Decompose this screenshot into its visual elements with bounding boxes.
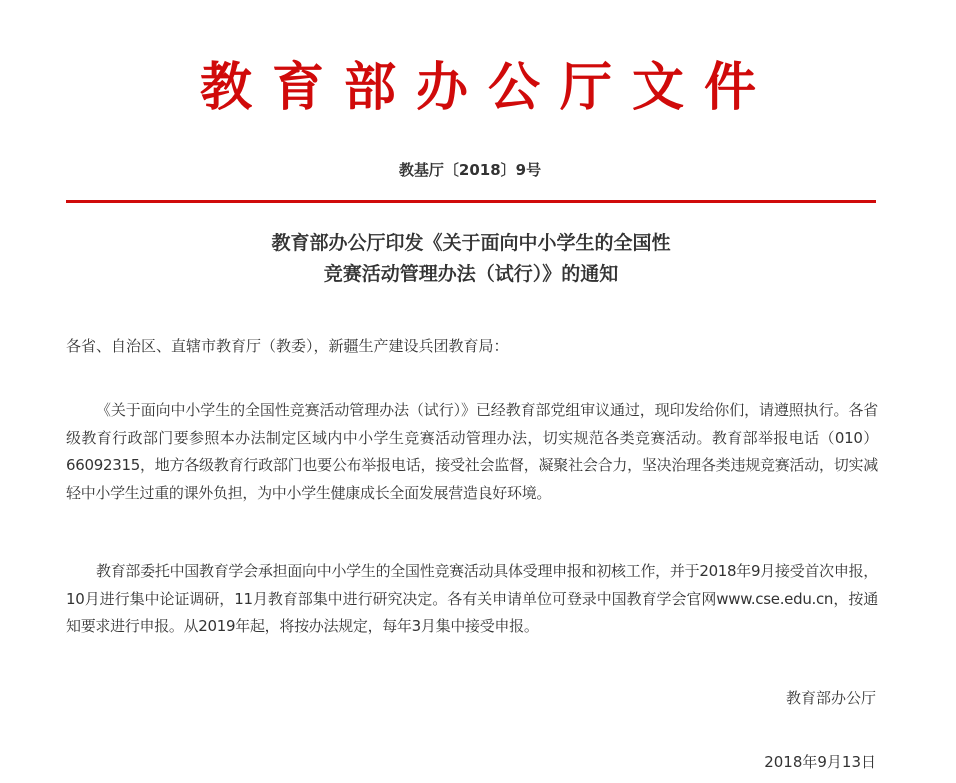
notice-title: [0, 228, 942, 290]
issue-date: 2018年9月13日: [764, 753, 876, 771]
salutation: 各省、自治区、直辖市教育厅（教委），新疆生产建设兵团教育局：: [66, 337, 509, 355]
issuer-signature: 教育部办公厅: [785, 689, 876, 707]
red-divider-line: [66, 200, 876, 203]
body-paragraph-1: 《关于面向中小学生的全国性竞赛活动管理办法（试行）》已经教育部党组审议通过，现印发给你们，请遵照执行。各省级教育行政部门要参照本办法制定区域内中小学生竞赛活动管理办法，切实规范各类竞赛活动。教育部举报电话（010）66092315，地方各级教育行政部门也要公布举报电话，接受社会监督，凝聚社会合力，坚决治理各类违规竞赛活动，切实减轻中小学生过重的课外负担，为中小学生健康成长全面发展营造良好环境。: [66, 401, 878, 502]
notice-title-line-1: 教育部办公厅印发《关于面向中小学生的全国性: [271, 232, 671, 254]
document-masthead: 教育部办公厅文件: [199, 57, 776, 118]
body-paragraph-2: 教育部委托中国教育学会承担面向中小学生的全国性竞赛活动具体受理申报和初核工作，并于2018年9月接受首次申报，10月进行集中论证调研，11月教育部集中进行研究决定。各有关申请单位可登录中国教育学会官网www.cse.edu.cn，按通知要求进行申报。从2019年起，将按办法规定，每年3月集中接受申报。: [66, 562, 878, 635]
document-number: 教基厅〔2018〕9号: [398, 161, 542, 179]
notice-title-line-2: 竞赛活动管理办法（试行）》的通知: [323, 263, 619, 285]
